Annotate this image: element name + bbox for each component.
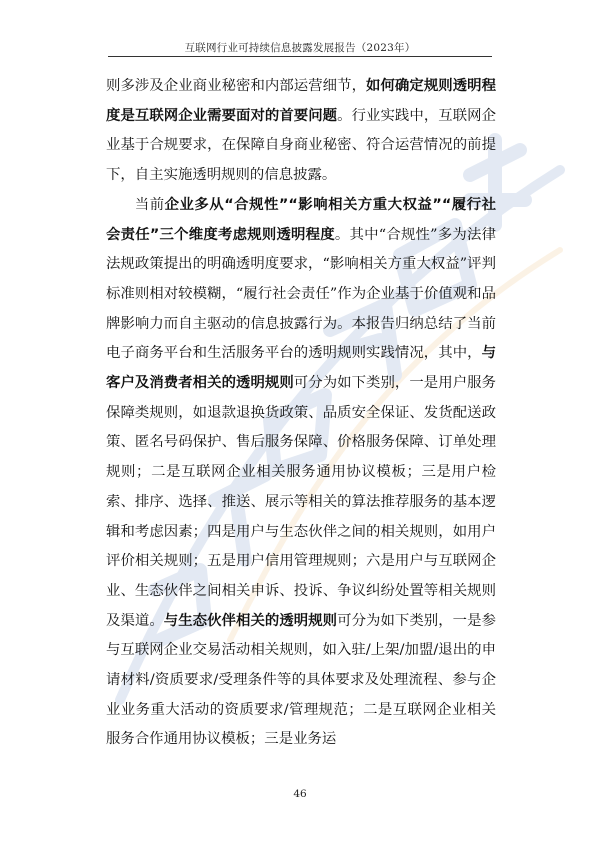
header-rule (108, 56, 492, 57)
text-run: 当前 (134, 196, 165, 213)
text-run: 可分为如下类别，一是用户服务保障类规则，如退款退换货政策、品质安全保证、发货配送政策、匿名号码保护、售后服务保障、价格服务保障、订单处理规则；二是互联网企业相关服务通用协议模板；三是用户检索、排序、选择、推送、展示等相关的算法推荐服务的基本逻辑和考虑因素；四是用户与生态伙伴之间的相关规则，如用户评价相关规则；五是用户信用管理规则；六是用户与互联网企业、生态伙伴之间相关申诉、投诉、争议纠纷处置等相关规则及渠道。 (106, 375, 496, 629)
running-header: 互联网行业可持续信息披露发展报告（2023年） (184, 42, 416, 54)
paragraph-1 (106, 72, 496, 191)
bold-text-run: 企业多从“合规性”“影响相关方重大权益”“履行社会责任”三个维度考虑规则透明程度 (106, 196, 496, 243)
body-text (106, 72, 496, 755)
text-run: 。其中“合规性”多为法律法规政策提出的明确透明度要求，“影响相关方重大权益”评判标准则相对较模糊，“履行社会责任”作为企业基于价值观和品牌影响力而自主驱动的信息披露行为。本报告归纳总结了当前电子商务平台和生活服务平台的透明规则实践情况，其中， (106, 226, 496, 362)
text-run: 。行业实践中，互联网企业基于合规要求，在保障自身商业秘密、符合运营情况的前提下，自主实施透明规则的信息披露。 (106, 107, 496, 184)
bold-text-run: 与客户及消费者相关的透明规则 (106, 345, 496, 392)
page-number: 46 (293, 788, 307, 800)
paragraph-2 (106, 191, 496, 755)
text-run: 可分为如下类别，一是参与互联网企业交易活动相关规则，如入驻/上架/加盟/退出的申请材料/资质要求/受理条件等的具体要求及处理流程、参与企业业务重大活动的资质要求/管理规范；二是互联网企业相关服务合作通用协议模板；三是业务运 (106, 612, 496, 748)
bold-text-run: 如何确定规则透明程度是互联网企业需要面对的首要问题 (106, 78, 496, 124)
bold-text-run: 与生态伙伴相关的透明规则 (163, 612, 338, 629)
text-run: 则多涉及企业商业秘密和内部运营细节， (106, 78, 367, 94)
